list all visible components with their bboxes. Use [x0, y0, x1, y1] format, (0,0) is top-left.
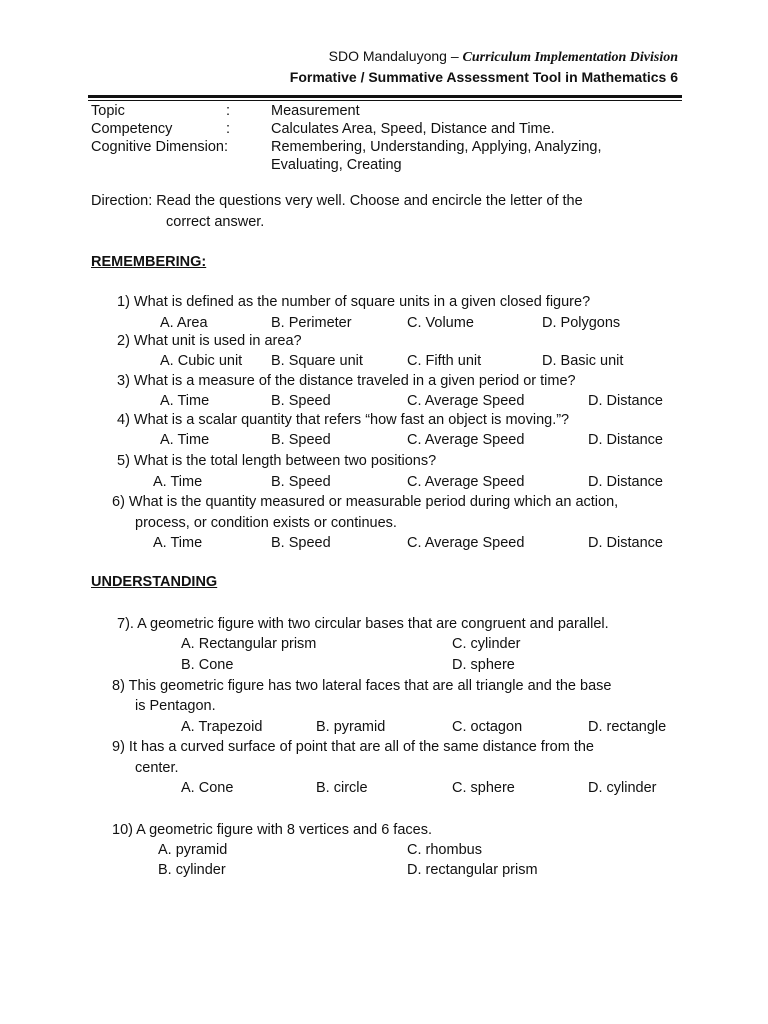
q6-option-a: A. Time — [153, 535, 203, 551]
question-4-text: 4) What is a scalar quantity that refers “how fast an object is moving.”? — [117, 412, 570, 428]
cognitive-value-1: Remembering, Understanding, Applying, Analyzing, — [271, 139, 602, 155]
header-office: SDO Mandaluyong – — [328, 48, 463, 64]
question-6-text-1: 6) What is the quantity measured or measurable period during which an action, — [112, 494, 619, 510]
q7-option-b: B. Cone — [181, 657, 234, 673]
q6-option-d: D. Distance — [588, 535, 663, 551]
q3-option-b: B. Speed — [271, 393, 331, 409]
direction-line-2: correct answer. — [166, 214, 265, 230]
header-title: Formative / Summative Assessment Tool in Mathematics 6 — [289, 69, 678, 85]
q10-option-b: B. cylinder — [158, 862, 226, 878]
q1-option-c: C. Volume — [407, 315, 474, 331]
header-rule-thin — [88, 100, 682, 101]
header-office-line — [329, 47, 678, 67]
q9-option-c: C. sphere — [452, 780, 515, 796]
q5-option-c: C. Average Speed — [407, 474, 525, 490]
q4-option-b: B. Speed — [271, 432, 331, 448]
q4-option-a: A. Time — [160, 432, 210, 448]
q7-option-d: D. sphere — [452, 657, 515, 673]
question-2-text: 2) What unit is used in area? — [117, 333, 302, 349]
q9-option-b: B. circle — [316, 780, 368, 796]
question-1-text: 1) What is defined as the number of square units in a given closed figure? — [117, 294, 591, 310]
direction-line-1: Direction: Read the questions very well. Choose and encircle the letter of the — [91, 193, 583, 209]
q7-option-c: C. cylinder — [452, 636, 521, 652]
header-rule-thick — [88, 95, 682, 98]
question-10-text: 10) A geometric figure with 8 vertices and 6 faces. — [112, 822, 432, 838]
q6-option-b: B. Speed — [271, 535, 331, 551]
question-8-text-2: is Pentagon. — [135, 698, 216, 714]
cognitive-value-2: Evaluating, Creating — [271, 157, 402, 173]
q4-option-c: C. Average Speed — [407, 432, 525, 448]
question-9-text-1: 9) It has a curved surface of point that are all of the same distance from the — [112, 739, 594, 755]
q4-option-d: D. Distance — [588, 432, 663, 448]
q3-option-d: D. Distance — [588, 393, 663, 409]
question-9-text-2: center. — [135, 760, 179, 776]
q8-option-a: A. Trapezoid — [181, 719, 263, 735]
q3-option-a: A. Time — [160, 393, 210, 409]
section-understanding: UNDERSTANDING — [91, 574, 218, 590]
q5-option-d: D. Distance — [588, 474, 663, 490]
topic-value: Measurement — [271, 103, 360, 119]
q8-option-c: C. octagon — [452, 719, 523, 735]
q2-option-b: B. Square unit — [271, 353, 363, 369]
competency-colon: : — [226, 121, 231, 137]
q7-option-a: A. Rectangular prism — [181, 636, 317, 652]
q2-option-c: C. Fifth unit — [407, 353, 482, 369]
question-7-text: 7). A geometric figure with two circular bases that are congruent and parallel. — [117, 616, 609, 632]
section-remembering: REMEMBERING: — [91, 254, 207, 270]
q2-option-d: D. Basic unit — [542, 353, 624, 369]
q8-option-d: D. rectangle — [588, 719, 667, 735]
competency-value: Calculates Area, Speed, Distance and Time. — [271, 121, 555, 137]
header-division: Curriculum Implementation Division — [462, 50, 678, 65]
q9-option-a: A. Cone — [181, 780, 234, 796]
topic-colon: : — [226, 103, 231, 119]
q3-option-c: C. Average Speed — [407, 393, 525, 409]
q6-option-c: C. Average Speed — [407, 535, 525, 551]
q5-option-a: A. Time — [153, 474, 203, 490]
question-8-text-1: 8) This geometric figure has two lateral faces that are all triangle and the base — [112, 678, 612, 694]
q10-option-a: A. pyramid — [158, 842, 228, 858]
q9-option-d: D. cylinder — [588, 780, 657, 796]
competency-label: Competency — [91, 121, 173, 137]
question-5-text: 5) What is the total length between two positions? — [117, 453, 437, 469]
q1-option-d: D. Polygons — [542, 315, 621, 331]
question-6-text-2: process, or condition exists or continues. — [135, 515, 397, 531]
q1-option-b: B. Perimeter — [271, 315, 352, 331]
q10-option-c: C. rhombus — [407, 842, 482, 858]
q2-option-a: A. Cubic unit — [160, 353, 243, 369]
question-3-text: 3) What is a measure of the distance traveled in a given period or time? — [117, 373, 576, 389]
q8-option-b: B. pyramid — [316, 719, 386, 735]
cognitive-label: Cognitive Dimension: — [91, 139, 229, 155]
topic-label: Topic — [91, 103, 125, 119]
q1-option-a: A. Area — [160, 315, 208, 331]
q10-option-d: D. rectangular prism — [407, 862, 538, 878]
q5-option-b: B. Speed — [271, 474, 331, 490]
